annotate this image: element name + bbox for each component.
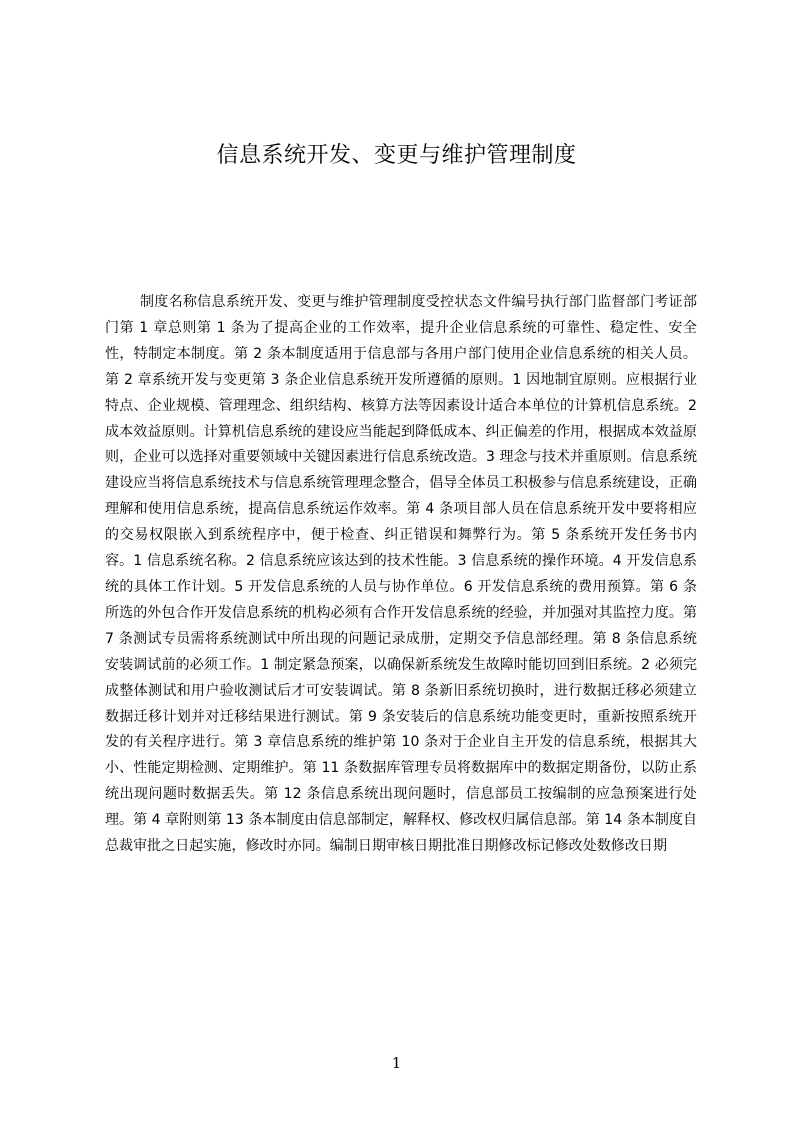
page-number: 1 bbox=[391, 1054, 402, 1072]
document-body-paragraph: 制度名称信息系统开发、变更与维护管理制度受控状态文件编号执行部门监督部门考证部门第 1 章总则第 1 条为了提高企业的工作效率，提升企业信息系统的可靠性、稳定性、安全性，特制定本制度。第 2 条本制度适用于信息部与各用户部门使用企业信息系统的相关人员。第 2 章系统开发与变更第 3 条企业信息系统开发所遵循的原则。1 因地制宜原则。应根据行业特点、企业规模、管理理念、组织结构、核算方法等因素设计适合本单位的计算机信息系统。2 成本效益原则。计算机信息系统的建设应当能起到降低成本、纠正偏差的作用，根据成本效益原则，企业可以选择对重要领域中关键因素进行信息系统改造。3 理念与技术并重原则。信息系统建设应当将信息系统技术与信息系统管理理念整合，倡导全体员工积极参与信息系统建设，正确理解和使用信息系统，提高信息系统运作效率。第 4 条项目部人员在信息系统开发中要将相应的交易权限嵌入到系统程序中，便于检查、纠正错误和舞弊行为。第 5 条系统开发任务书内容。1 信息系统名称。2 信息系统应该达到的技术性能。3 信息系统的操作环境。4 开发信息系统的具体工作计划。5 开发信息系统的人员与协作单位。6 开发信息系统的费用预算。第 6 条所选的外包合作开发信息系统的机构必须有合作开发信息系统的经验，并加强对其监控力度。第 7 条测试专员需将系统测试中所出现的问题记录成册，定期交予信息部经理。第 8 条信息系统安装调试前的必须工作。1 制定紧急预案，以确保新系统发生故障时能切回到旧系统。2 必须完成整体测试和用户验收测试后才可安装调试。第 8 条新旧系统切换时，进行数据迁移必须建立数据迁移计划并对迁移结果进行测试。第 9 条安装后的信息系统功能变更时，重新按照系统开发的有关程序进行。第 3 章信息系统的维护第 10 条对于企业自主开发的信息系统，根据其大小、性能定期检测、定期维护。第 11 条数据库管理专员将数据库中的数据定期备份，以防止系统出现问题时数据丢失。第 12 条信息系统出现问题时，信息部员工按编制的应急预案进行处理。第 4 章附则第 13 条本制度由信息部制定，解释权、修改权归属信息部。第 14 条本制度自总裁审批之日起实施，修改时亦同。编制日期审核日期批准日期修改标记修改处数修改日期 bbox=[105, 294, 697, 855]
document-title: 信息系统开发、变更与维护管理制度 bbox=[216, 143, 577, 168]
